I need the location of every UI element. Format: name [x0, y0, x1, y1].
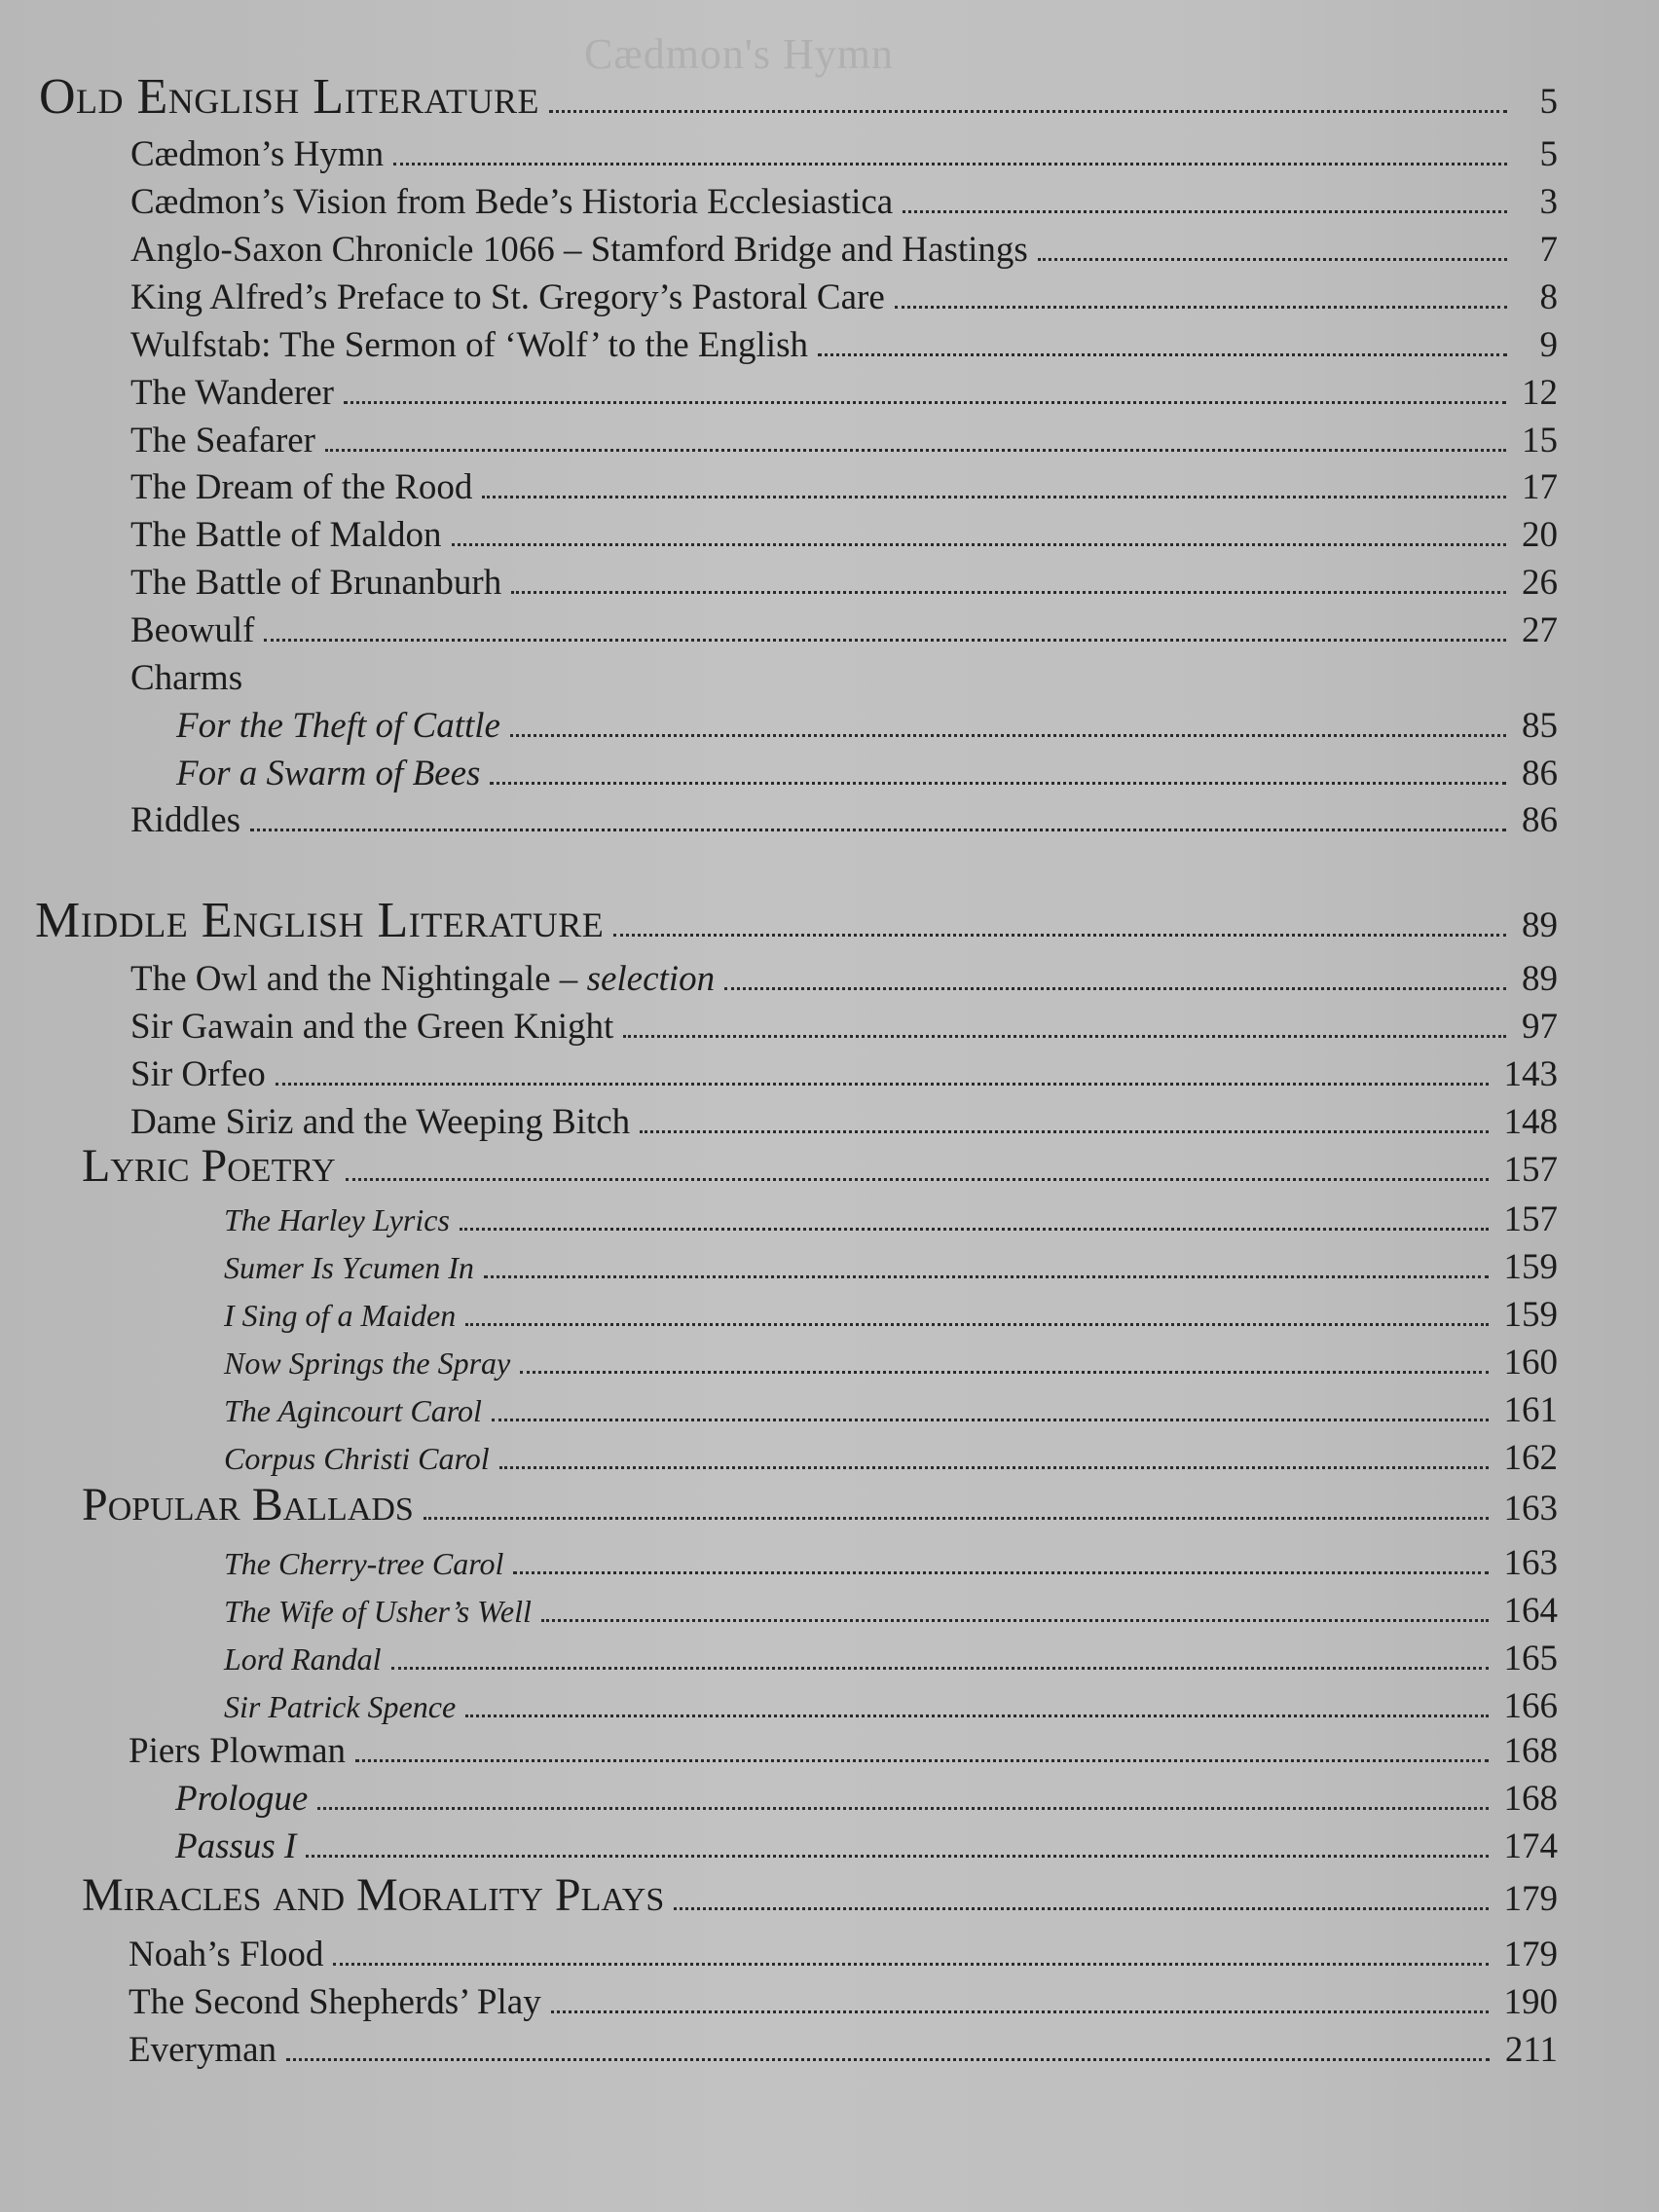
- dot-leader: [1038, 258, 1507, 261]
- subsection-heading-plays[interactable]: [82, 1868, 1558, 1922]
- toc-entry[interactable]: [130, 181, 1558, 223]
- dot-leader: [424, 1517, 1489, 1520]
- dot-leader: [541, 1619, 1489, 1622]
- entry-title: Prologue: [175, 1779, 309, 1819]
- entry-title: Corpus Christi Carol: [224, 1441, 490, 1476]
- page-number: 165: [1503, 1639, 1558, 1678]
- page-number: 160: [1503, 1343, 1558, 1382]
- page-number: 190: [1503, 1982, 1558, 2022]
- toc-entry[interactable]: [224, 1437, 1558, 1479]
- entry-title: Cædmon’s Hymn: [130, 134, 385, 174]
- page-number: 163: [1503, 1489, 1558, 1529]
- subsection-title: Popular Ballads: [82, 1479, 414, 1530]
- page-number: 179: [1503, 1879, 1558, 1919]
- entry-title: Sir Gawain and the Green Knight: [130, 1007, 614, 1047]
- entry-title: The Agincourt Carol: [224, 1393, 482, 1428]
- toc-entry[interactable]: [130, 799, 1558, 841]
- dot-leader: [325, 449, 1506, 452]
- toc-entry[interactable]: [224, 1198, 1558, 1240]
- entry-title: The Battle of Brunanburh: [130, 563, 502, 603]
- section-heading-old-english[interactable]: [39, 68, 1558, 126]
- page-number: 89: [1522, 905, 1558, 945]
- page-number: 148: [1503, 1102, 1558, 1142]
- toc-entry[interactable]: [129, 1934, 1558, 1975]
- dot-leader: [724, 987, 1506, 990]
- entry-title: Sumer Is Ycumen In: [224, 1250, 474, 1285]
- dot-leader: [482, 496, 1506, 498]
- page-number: 163: [1503, 1543, 1558, 1583]
- entry-title: For a Swarm of Bees: [176, 754, 481, 793]
- dot-leader: [306, 1855, 1488, 1858]
- toc-entry[interactable]: [224, 1389, 1558, 1431]
- toc-entry[interactable]: [224, 1685, 1558, 1727]
- section-title: Old English Literature: [39, 69, 540, 125]
- dot-leader: [510, 734, 1506, 737]
- dot-leader: [264, 639, 1506, 642]
- dot-leader: [551, 2010, 1489, 2013]
- entry-title: Anglo-Saxon Chronicle 1066 – Stamford Bridge and Hastings: [130, 230, 1028, 270]
- entry-title: Beowulf: [130, 610, 255, 650]
- toc-entry[interactable]: [130, 562, 1558, 604]
- toc-entry[interactable]: [176, 705, 1558, 747]
- page-number: 9: [1539, 325, 1558, 365]
- page-number: 89: [1522, 959, 1558, 999]
- dot-leader: [465, 1323, 1488, 1326]
- entry-title: Passus I: [175, 1826, 297, 1866]
- page-number: 174: [1503, 1826, 1558, 1866]
- entry-title: The Harley Lyrics: [224, 1202, 450, 1237]
- page-number: 17: [1522, 467, 1558, 507]
- dot-leader: [452, 543, 1506, 546]
- toc-entry[interactable]: [129, 1981, 1558, 2023]
- dot-leader: [393, 163, 1507, 166]
- toc-entry[interactable]: [224, 1638, 1558, 1679]
- entry-title: Piers Plowman: [129, 1731, 347, 1771]
- page-number: 86: [1522, 800, 1558, 840]
- dot-leader: [499, 1466, 1489, 1469]
- toc-entry[interactable]: [130, 958, 1558, 1000]
- page-number: 159: [1503, 1295, 1558, 1335]
- toc-entry-piers-plowman[interactable]: [129, 1730, 1558, 1772]
- entry-title: Wulfstab: The Sermon of ‘Wolf’ to the English: [130, 325, 808, 365]
- dot-leader: [513, 1571, 1488, 1574]
- page-number: 179: [1503, 1935, 1558, 1974]
- dot-leader: [250, 829, 1506, 831]
- page-number: 143: [1503, 1054, 1558, 1094]
- entry-title: Noah’s Flood: [129, 1935, 324, 1974]
- entry-title: The Dream of the Rood: [130, 467, 473, 507]
- entry-title: Lord Randal: [224, 1641, 382, 1677]
- entry-title: Dame Siriz and the Weeping Bitch: [130, 1102, 631, 1142]
- dot-leader: [895, 306, 1507, 309]
- page-number: 3: [1539, 182, 1558, 222]
- dot-leader: [492, 1419, 1489, 1421]
- dot-leader: [903, 210, 1507, 213]
- subsection-heading-popular-ballads[interactable]: [82, 1478, 1558, 1531]
- dot-leader: [674, 1907, 1488, 1910]
- toc-entry[interactable]: [130, 514, 1558, 556]
- entry-title: The Wanderer: [130, 373, 334, 413]
- bleed-through-title: Cædmon's Hymn: [584, 30, 894, 78]
- section-heading-middle-english[interactable]: [35, 892, 1558, 949]
- entry-title: Now Springs the Spray: [224, 1346, 511, 1381]
- entry-title: The Owl and the Nightingale – selection: [130, 959, 716, 999]
- page-number: 166: [1503, 1686, 1558, 1726]
- page-number: 85: [1522, 706, 1558, 746]
- page-number: 15: [1522, 421, 1558, 461]
- toc-entry[interactable]: [224, 1590, 1558, 1632]
- entry-title: The Seafarer: [130, 421, 316, 461]
- subsection-title: Miracles and Morality Plays: [82, 1869, 665, 1921]
- page-number: 5: [1539, 82, 1558, 122]
- entry-title: Cædmon’s Vision from Bede’s Historia Ecclesiastica: [130, 182, 894, 222]
- page-number: 159: [1503, 1247, 1558, 1287]
- dot-leader: [465, 1714, 1488, 1717]
- page-number: 86: [1522, 754, 1558, 793]
- dot-leader: [355, 1759, 1488, 1762]
- dot-leader: [484, 1275, 1489, 1278]
- toc-entry[interactable]: [130, 276, 1558, 318]
- dot-leader: [286, 2058, 1490, 2061]
- page-number: 211: [1504, 2030, 1558, 2070]
- toc-entry[interactable]: [130, 466, 1558, 508]
- entry-title: Charms: [130, 658, 243, 698]
- entry-title: Riddles: [130, 800, 241, 840]
- dot-leader: [276, 1083, 1489, 1086]
- page-number: 164: [1503, 1591, 1558, 1631]
- toc-entry[interactable]: [224, 1342, 1558, 1383]
- entry-title: The Battle of Maldon: [130, 515, 442, 555]
- toc-entry[interactable]: [224, 1542, 1558, 1584]
- subsection-title: Lyric Poetry: [82, 1140, 336, 1192]
- toc-entry[interactable]: [130, 324, 1558, 366]
- toc-entry[interactable]: [130, 1006, 1558, 1048]
- toc-entry[interactable]: [224, 1246, 1558, 1288]
- dot-leader: [346, 1178, 1489, 1181]
- page-number: 168: [1503, 1731, 1558, 1771]
- entry-title: King Alfred’s Preface to St. Gregory’s Pastoral Care: [130, 277, 885, 317]
- page-number: 7: [1539, 230, 1558, 270]
- toc-entry[interactable]: [130, 657, 1558, 699]
- page-number: 8: [1539, 277, 1558, 317]
- section-title: Middle English Literature: [35, 893, 605, 948]
- entry-title: Sir Patrick Spence: [224, 1689, 457, 1724]
- toc-entry[interactable]: [130, 229, 1558, 271]
- toc-entry[interactable]: [130, 609, 1558, 651]
- page-number: 157: [1503, 1150, 1558, 1190]
- page-number: 12: [1522, 373, 1558, 413]
- toc-entry[interactable]: [130, 372, 1558, 414]
- entry-title: For the Theft of Cattle: [176, 706, 500, 746]
- page-number: 5: [1539, 134, 1558, 174]
- dot-leader: [613, 934, 1506, 937]
- toc-entry[interactable]: [175, 1778, 1558, 1820]
- dot-leader: [460, 1228, 1489, 1231]
- dot-leader: [640, 1130, 1488, 1133]
- dot-leader: [317, 1807, 1488, 1810]
- dot-leader: [549, 110, 1507, 113]
- dot-leader: [511, 591, 1506, 594]
- toc-entry[interactable]: [175, 1825, 1558, 1867]
- dot-leader: [490, 782, 1506, 785]
- dot-leader: [344, 401, 1506, 404]
- page-number: 26: [1522, 563, 1558, 603]
- page-number: 157: [1503, 1199, 1558, 1239]
- page-number: 97: [1522, 1007, 1558, 1047]
- page-number: 162: [1503, 1438, 1558, 1478]
- subsection-heading-lyric-poetry[interactable]: [82, 1139, 1558, 1193]
- toc-entry[interactable]: [224, 1294, 1558, 1336]
- page-number: 161: [1503, 1390, 1558, 1430]
- entry-title: I Sing of a Maiden: [224, 1298, 457, 1333]
- entry-title: The Wife of Usher’s Well: [224, 1594, 532, 1629]
- dot-leader: [333, 1963, 1488, 1966]
- toc-entry[interactable]: [130, 1101, 1558, 1143]
- page-number: 168: [1503, 1779, 1558, 1819]
- toc-entry[interactable]: [130, 1053, 1558, 1095]
- entry-title: Sir Orfeo: [130, 1054, 266, 1094]
- dot-leader: [520, 1371, 1488, 1374]
- entry-title: The Second Shepherds’ Play: [129, 1982, 541, 2022]
- toc-entry[interactable]: [130, 133, 1558, 175]
- dot-leader: [623, 1035, 1506, 1038]
- entry-title: Everyman: [129, 2030, 277, 2070]
- entry-title-italic: selection: [586, 959, 716, 999]
- toc-entry[interactable]: [176, 753, 1558, 794]
- dot-leader: [391, 1667, 1489, 1670]
- page-number: 20: [1522, 515, 1558, 555]
- dot-leader: [818, 353, 1507, 356]
- page-number: 27: [1522, 610, 1558, 650]
- toc-entry[interactable]: [130, 420, 1558, 461]
- toc-entry[interactable]: [129, 2029, 1558, 2071]
- entry-title: The Cherry-tree Carol: [224, 1546, 504, 1581]
